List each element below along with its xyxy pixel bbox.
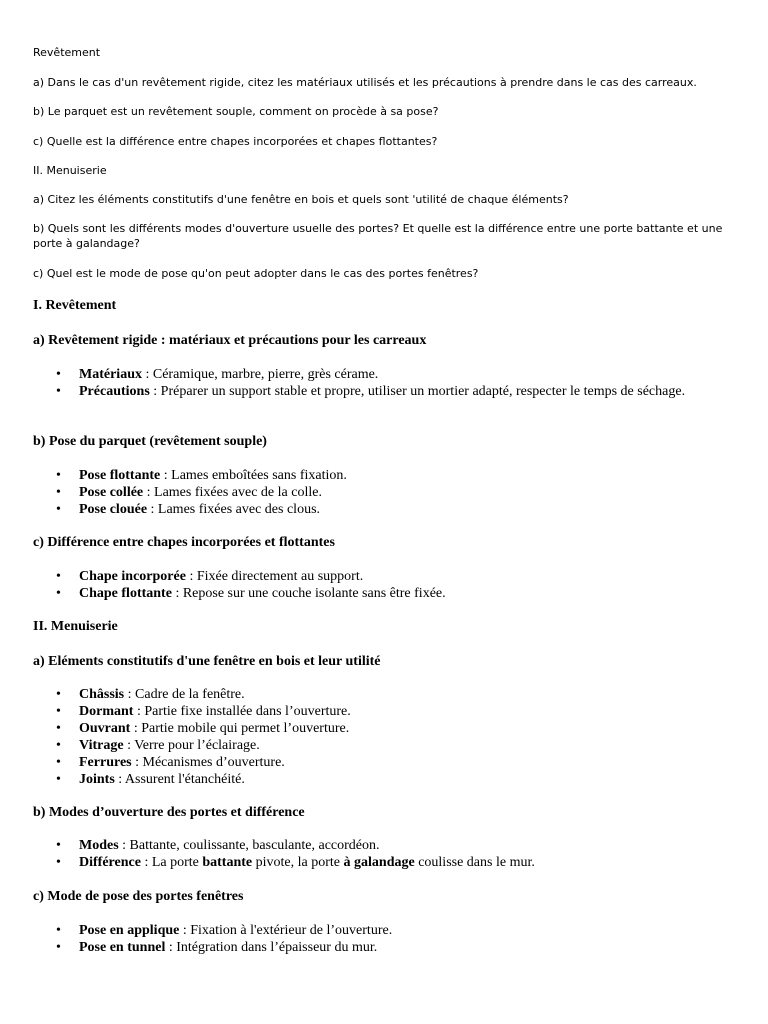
item-text: : Céramique, marbre, pierre, grès cérame. bbox=[141, 367, 379, 382]
question-c-pose: c) Quel est le mode de pose qu'on peut adopter dans le cas des portes fenêtres? bbox=[33, 267, 479, 280]
section-title-menuiserie: II. Menuiserie bbox=[33, 619, 118, 634]
item-text: : La porte bbox=[140, 855, 203, 870]
list-item bbox=[33, 922, 723, 939]
item-term: Précautions bbox=[79, 384, 150, 399]
item-text: : Lames emboîtées sans fixation. bbox=[160, 468, 347, 483]
questions-section-menuiserie: II. Menuiserie bbox=[33, 164, 107, 177]
bullet-icon: • bbox=[56, 923, 61, 938]
bullet-icon: • bbox=[56, 468, 61, 483]
item-term: Différence bbox=[79, 855, 141, 870]
list-item bbox=[33, 585, 723, 602]
list-parquet bbox=[33, 467, 723, 518]
item-term: Joints bbox=[79, 772, 115, 787]
bullet-icon: • bbox=[56, 772, 61, 787]
bullet-icon: • bbox=[56, 687, 61, 702]
bullet-icon: • bbox=[56, 485, 61, 500]
list-item bbox=[33, 484, 723, 501]
list-item bbox=[33, 501, 723, 518]
list-item bbox=[33, 837, 723, 854]
item-emphasis: battante bbox=[202, 855, 253, 870]
item-term: Vitrage bbox=[79, 738, 124, 753]
bullet-icon: • bbox=[56, 940, 61, 955]
bullet-icon: • bbox=[56, 855, 61, 870]
subsection-title-revetement-rigide: a) Revêtement rigide : matériaux et précautions pour les carreaux bbox=[33, 333, 427, 348]
question-c-chapes: c) Quelle est la différence entre chapes incorporées et chapes flottantes? bbox=[33, 135, 438, 148]
questions-title: Revêtement bbox=[33, 46, 101, 59]
item-term: Chape incorporée bbox=[79, 569, 186, 584]
list-pose-portes-fenetres bbox=[33, 922, 723, 956]
item-text: : Mécanismes d’ouverture. bbox=[131, 755, 285, 770]
list-item bbox=[33, 383, 723, 400]
question-a-revetement: a) Dans le cas d'un revêtement rigide, citez les matériaux utilisés et les précautions à prendre dans le cas des carreaux. bbox=[33, 76, 697, 89]
item-text: : Cadre de la fenêtre. bbox=[124, 687, 245, 702]
bullet-icon: • bbox=[56, 755, 61, 770]
section-title-revetement: I. Revêtement bbox=[33, 298, 117, 313]
item-text: pivote, la porte bbox=[252, 855, 344, 870]
list-item bbox=[33, 720, 723, 737]
item-text: : Préparer un support stable et propre, utiliser un mortier adapté, respecter le temps de séchage. bbox=[149, 384, 686, 399]
list-item bbox=[33, 686, 723, 703]
item-text: : Partie fixe installée dans l’ouverture. bbox=[133, 704, 351, 719]
list-item bbox=[33, 568, 723, 585]
subsection-title-chapes: c) Différence entre chapes incorporées et flottantes bbox=[33, 535, 335, 550]
bullet-icon: • bbox=[56, 838, 61, 853]
question-b-portes: b) Quels sont les différents modes d'ouverture usuelle des portes? Et quelle est la différence entre une porte battante et une porte à galandage? bbox=[33, 222, 723, 250]
item-emphasis: à galandage bbox=[343, 855, 415, 870]
item-text: : Verre pour l’éclairage. bbox=[123, 738, 260, 753]
item-text: : Repose sur une couche isolante sans être fixée. bbox=[171, 586, 446, 601]
item-text: : Fixée directement au support. bbox=[185, 569, 364, 584]
item-text: : Lames fixées avec de la colle. bbox=[143, 485, 322, 500]
list-chapes bbox=[33, 568, 723, 602]
list-item bbox=[33, 854, 723, 871]
bullet-icon: • bbox=[56, 367, 61, 382]
subsection-title-portes: b) Modes d’ouverture des portes et différence bbox=[33, 805, 305, 820]
bullet-icon: • bbox=[56, 738, 61, 753]
item-term: Modes bbox=[79, 838, 119, 853]
list-item bbox=[33, 737, 723, 754]
question-b-parquet: b) Le parquet est un revêtement souple, comment on procède à sa pose? bbox=[33, 105, 439, 118]
item-term: Matériaux bbox=[79, 367, 142, 382]
subsection-title-parquet: b) Pose du parquet (revêtement souple) bbox=[33, 434, 267, 449]
bullet-icon: • bbox=[56, 586, 61, 601]
item-term: Dormant bbox=[79, 704, 134, 719]
subsection-title-fenetre: a) Eléments constitutifs d'une fenêtre en bois et leur utilité bbox=[33, 654, 381, 669]
subsection-title-pose-portes-fenetres: c) Mode de pose des portes fenêtres bbox=[33, 889, 244, 904]
list-item bbox=[33, 467, 723, 484]
list-item bbox=[33, 703, 723, 720]
question-a-fenetre: a) Citez les éléments constitutifs d'une fenêtre en bois et quels sont 'utilité de chaque éléments? bbox=[33, 193, 569, 206]
item-term: Pose clouée bbox=[79, 502, 148, 517]
item-text: : Intégration dans l’épaisseur du mur. bbox=[165, 940, 378, 955]
bullet-icon: • bbox=[56, 721, 61, 736]
item-text: : Partie mobile qui permet l’ouverture. bbox=[130, 721, 350, 736]
list-item bbox=[33, 771, 723, 788]
list-item bbox=[33, 754, 723, 771]
bullet-icon: • bbox=[56, 384, 61, 399]
item-term: Pose en tunnel bbox=[79, 940, 166, 955]
list-item bbox=[33, 366, 723, 383]
item-text: : Assurent l'étanchéité. bbox=[114, 772, 245, 787]
item-text: : Battante, coulissante, basculante, accordéon. bbox=[118, 838, 380, 853]
list-portes bbox=[33, 837, 723, 871]
item-term: Ouvrant bbox=[79, 721, 131, 736]
bullet-icon: • bbox=[56, 569, 61, 584]
list-fenetre bbox=[33, 686, 723, 788]
list-item bbox=[33, 939, 723, 956]
bullet-icon: • bbox=[56, 502, 61, 517]
item-term: Pose collée bbox=[79, 485, 144, 500]
item-term: Pose flottante bbox=[79, 468, 161, 483]
item-text: : Lames fixées avec des clous. bbox=[147, 502, 321, 517]
item-term: Ferrures bbox=[79, 755, 132, 770]
item-term: Pose en applique bbox=[79, 923, 180, 938]
list-revetement-rigide bbox=[33, 366, 723, 400]
item-term: Chape flottante bbox=[79, 586, 172, 601]
item-term: Châssis bbox=[79, 687, 125, 702]
item-text: coulisse dans le mur. bbox=[414, 855, 535, 870]
item-text: : Fixation à l'extérieur de l’ouverture. bbox=[179, 923, 393, 938]
bullet-icon: • bbox=[56, 704, 61, 719]
